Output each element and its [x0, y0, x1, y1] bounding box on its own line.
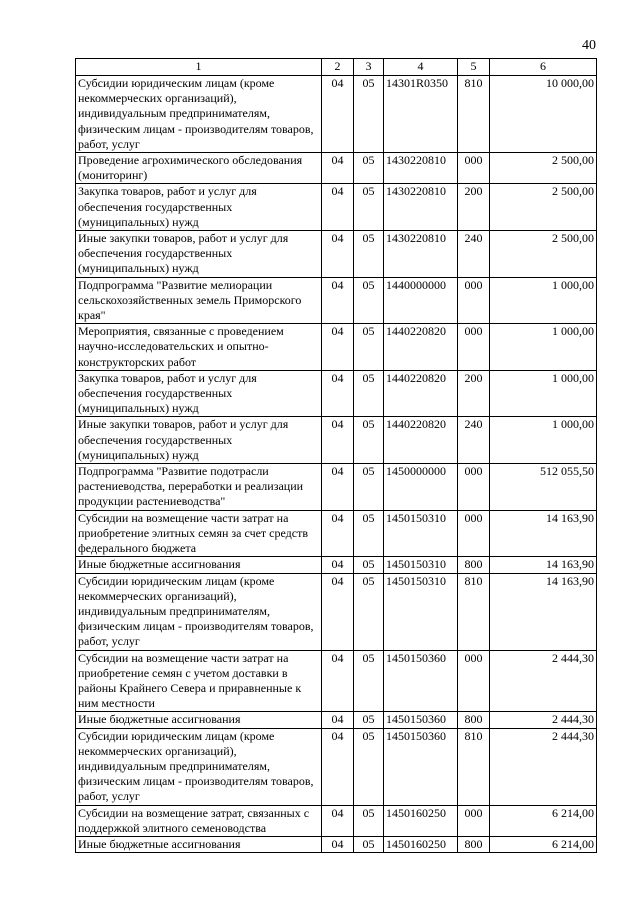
row-subsection: 05	[354, 712, 384, 728]
row-expense-type: 810	[458, 728, 490, 805]
row-name: Подпрограмма "Развитие мелиорации сельскохозяйственных земель Приморского края"	[76, 277, 322, 324]
row-section: 04	[322, 231, 354, 278]
table-header	[76, 59, 597, 76]
row-target-article: 1450150360	[384, 728, 458, 805]
row-target-article: 1440220820	[384, 324, 458, 371]
row-expense-type: 000	[458, 805, 490, 836]
row-expense-type: 240	[458, 231, 490, 278]
table-row	[76, 231, 597, 278]
row-amount: 6 214,00	[490, 805, 597, 836]
row-target-article: 1430220810	[384, 184, 458, 231]
table-row	[76, 184, 597, 231]
table-row	[76, 836, 597, 852]
header-col-3: 3	[354, 59, 384, 76]
row-name: Субсидии юридическим лицам (кроме некоммерческих организаций), индивидуальным предпринимателям, физическим лицам - производителям товаров, работ, услуг	[76, 573, 322, 650]
row-target-article: 1440220820	[384, 417, 458, 464]
row-expense-type: 000	[458, 153, 490, 184]
row-amount: 2 500,00	[490, 184, 597, 231]
row-target-article: 1450160250	[384, 836, 458, 852]
row-section: 04	[322, 184, 354, 231]
row-subsection: 05	[354, 231, 384, 278]
header-col-1: 1	[76, 59, 322, 76]
row-name: Субсидии юридическим лицам (кроме некоммерческих организаций), индивидуальным предпринимателям, физическим лицам - производителям товаров, работ, услуг	[76, 728, 322, 805]
table-row	[76, 573, 597, 650]
table-row	[76, 510, 597, 557]
row-amount: 14 163,90	[490, 510, 597, 557]
row-target-article: 1430220810	[384, 153, 458, 184]
row-amount: 2 500,00	[490, 153, 597, 184]
table-row	[76, 277, 597, 324]
row-subsection: 05	[354, 76, 384, 153]
row-name: Иные бюджетные ассигнования	[76, 557, 322, 573]
row-target-article: 1450000000	[384, 464, 458, 511]
row-amount: 1 000,00	[490, 370, 597, 417]
row-name: Закупка товаров, работ и услуг для обеспечения государственных (муниципальных) нужд	[76, 184, 322, 231]
row-name: Субсидии на возмещение затрат, связанных с поддержкой элитного семеноводства	[76, 805, 322, 836]
page-number: 40	[582, 38, 596, 53]
row-amount: 2 444,30	[490, 712, 597, 728]
budget-table	[75, 58, 597, 853]
row-target-article: 1440220820	[384, 370, 458, 417]
row-name: Подпрограмма "Развитие подотрасли растениеводства, переработки и реализации продукции растениеводства"	[76, 464, 322, 511]
row-subsection: 05	[354, 573, 384, 650]
row-expense-type: 000	[458, 464, 490, 511]
row-subsection: 05	[354, 728, 384, 805]
row-subsection: 05	[354, 805, 384, 836]
row-subsection: 05	[354, 417, 384, 464]
row-expense-type: 200	[458, 370, 490, 417]
row-subsection: 05	[354, 464, 384, 511]
row-amount: 1 000,00	[490, 324, 597, 371]
table-row	[76, 417, 597, 464]
table-row	[76, 805, 597, 836]
row-expense-type: 810	[458, 76, 490, 153]
row-target-article: 1450150310	[384, 510, 458, 557]
row-amount: 14 163,90	[490, 573, 597, 650]
row-section: 04	[322, 153, 354, 184]
table-row	[76, 76, 597, 153]
row-expense-type: 000	[458, 650, 490, 712]
row-name: Субсидии на возмещение части затрат на приобретение семян с учетом доставки в районы Крайнего Севера и приравненные к ним местности	[76, 650, 322, 712]
row-section: 04	[322, 805, 354, 836]
row-section: 04	[322, 836, 354, 852]
table-row	[76, 712, 597, 728]
row-expense-type: 000	[458, 510, 490, 557]
row-amount: 6 214,00	[490, 836, 597, 852]
row-subsection: 05	[354, 370, 384, 417]
row-subsection: 05	[354, 324, 384, 371]
row-amount: 14 163,90	[490, 557, 597, 573]
row-target-article: 1440000000	[384, 277, 458, 324]
row-expense-type: 800	[458, 712, 490, 728]
row-target-article: 1450150310	[384, 557, 458, 573]
row-subsection: 05	[354, 836, 384, 852]
row-target-article: 1450150360	[384, 712, 458, 728]
row-expense-type: 800	[458, 557, 490, 573]
row-section: 04	[322, 728, 354, 805]
row-section: 04	[322, 712, 354, 728]
row-target-article: 1450150360	[384, 650, 458, 712]
row-amount: 512 055,50	[490, 464, 597, 511]
row-target-article: 1430220810	[384, 231, 458, 278]
row-target-article: 1450150310	[384, 573, 458, 650]
row-expense-type: 810	[458, 573, 490, 650]
header-col-5: 5	[458, 59, 490, 76]
row-amount: 2 500,00	[490, 231, 597, 278]
row-subsection: 05	[354, 153, 384, 184]
row-name: Иные бюджетные ассигнования	[76, 712, 322, 728]
row-target-article: 14301R0350	[384, 76, 458, 153]
header-col-4: 4	[384, 59, 458, 76]
table-row	[76, 370, 597, 417]
row-expense-type: 800	[458, 836, 490, 852]
row-section: 04	[322, 76, 354, 153]
row-name: Проведение агрохимического обследования (мониторинг)	[76, 153, 322, 184]
row-amount: 1 000,00	[490, 417, 597, 464]
row-section: 04	[322, 573, 354, 650]
table-row	[76, 153, 597, 184]
table-body	[76, 76, 597, 853]
row-amount: 10 000,00	[490, 76, 597, 153]
row-expense-type: 000	[458, 324, 490, 371]
row-name: Субсидии юридическим лицам (кроме некоммерческих организаций), индивидуальным предпринимателям, физическим лицам - производителям товаров, работ, услуг	[76, 76, 322, 153]
table-row	[76, 728, 597, 805]
row-amount: 2 444,30	[490, 728, 597, 805]
row-expense-type: 240	[458, 417, 490, 464]
row-name: Субсидии на возмещение части затрат на приобретение элитных семян за счет средств федерального бюджета	[76, 510, 322, 557]
table-row	[76, 557, 597, 573]
header-col-2: 2	[322, 59, 354, 76]
row-name: Мероприятия, связанные с проведением научно-исследовательских и опытно-конструкторских работ	[76, 324, 322, 371]
row-amount: 1 000,00	[490, 277, 597, 324]
row-name: Иные закупки товаров, работ и услуг для обеспечения государственных (муниципальных) нужд	[76, 417, 322, 464]
row-section: 04	[322, 464, 354, 511]
row-subsection: 05	[354, 184, 384, 231]
row-section: 04	[322, 370, 354, 417]
table-row	[76, 650, 597, 712]
table-row	[76, 324, 597, 371]
row-section: 04	[322, 510, 354, 557]
row-section: 04	[322, 324, 354, 371]
row-section: 04	[322, 650, 354, 712]
row-subsection: 05	[354, 557, 384, 573]
row-subsection: 05	[354, 277, 384, 324]
row-subsection: 05	[354, 650, 384, 712]
row-name: Закупка товаров, работ и услуг для обеспечения государственных (муниципальных) нужд	[76, 370, 322, 417]
table-row	[76, 464, 597, 511]
row-subsection: 05	[354, 510, 384, 557]
header-row	[76, 59, 597, 76]
row-section: 04	[322, 417, 354, 464]
row-section: 04	[322, 557, 354, 573]
row-name: Иные закупки товаров, работ и услуг для обеспечения государственных (муниципальных) нужд	[76, 231, 322, 278]
row-name: Иные бюджетные ассигнования	[76, 836, 322, 852]
row-target-article: 1450160250	[384, 805, 458, 836]
row-expense-type: 000	[458, 277, 490, 324]
row-expense-type: 200	[458, 184, 490, 231]
header-col-6: 6	[490, 59, 597, 76]
row-section: 04	[322, 277, 354, 324]
row-amount: 2 444,30	[490, 650, 597, 712]
